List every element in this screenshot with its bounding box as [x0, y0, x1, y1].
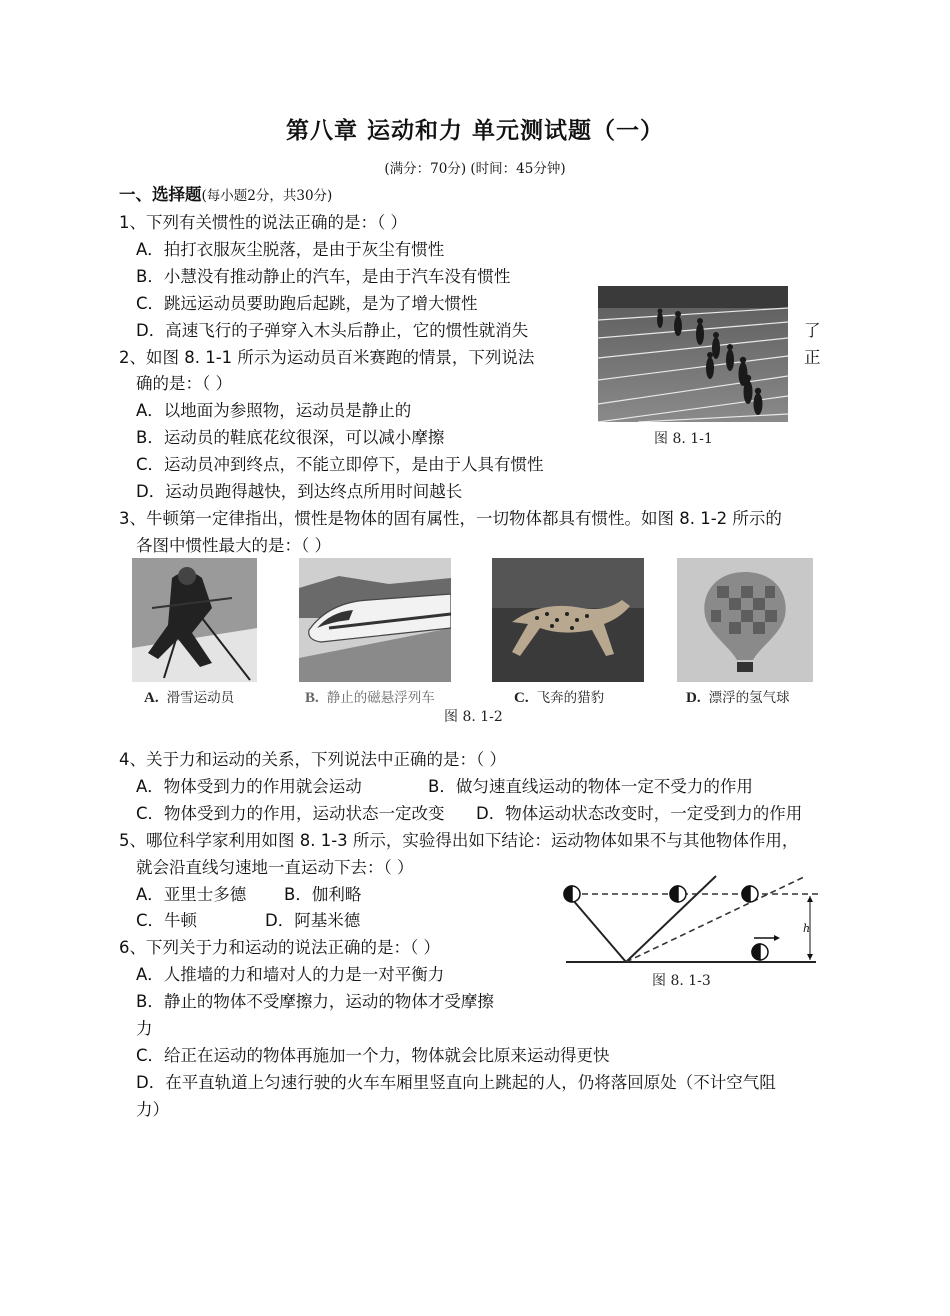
- q5-stem-line2: 就会沿直线匀速地一直运动下去：（ ）: [136, 858, 414, 877]
- q1-option-d-tail: 了: [804, 321, 821, 340]
- option-a-label: [144, 686, 234, 707]
- q6-option-b-cont: 力: [136, 1019, 153, 1038]
- option-a-text: 滑雪运动员: [166, 690, 235, 706]
- q1-stem: 1、下列有关惯性的说法正确的是：（ ）: [119, 213, 407, 232]
- q5-stem: 5、哪位科学家利用如图 8. 1-3 所示，实验得出如下结论：运动物体如果不与其他物体作用，: [119, 831, 799, 850]
- q6-option-d: D．在平直轨道上匀速行驶的火车车厢里竖直向上跳起的人，仍将落回原处（不计空气阻: [136, 1073, 776, 1092]
- option-b-label: [305, 686, 435, 707]
- cheetah-photo: [492, 558, 644, 682]
- option-c-letter: C.: [514, 690, 529, 706]
- q1-option-c: C．跳远运动员要助跑后起跳，是为了增大惯性: [136, 294, 478, 313]
- maglev-photo: [299, 558, 451, 682]
- q3-stem: 3、牛顿第一定律指出，惯性是物体的固有属性，一切物体都具有惯性。如图 8. 1-2 所示的: [119, 509, 782, 528]
- section-title: 一、选择题: [119, 185, 202, 204]
- section-heading: [119, 184, 332, 207]
- q5-option-c: C．牛顿: [136, 911, 198, 930]
- q1-option-d: D．高速飞行的子弹穿入木头后静止，它的惯性就消失: [136, 321, 529, 340]
- option-b-letter: B.: [305, 690, 319, 706]
- figure-8-1-2-caption: 图 8. 1-2: [444, 709, 503, 725]
- option-c-text: 飞奔的猎豹: [536, 690, 605, 706]
- option-a-letter: A.: [144, 690, 159, 706]
- option-d-label: [686, 686, 790, 707]
- option-b-text: 静止的磁悬浮列车: [326, 690, 435, 706]
- q6-option-c: C．给正在运动的物体再施加一个力，物体就会比原来运动得更快: [136, 1046, 610, 1065]
- q2-option-a: A．以地面为参照物，运动员是静止的: [136, 401, 412, 420]
- q4-option-c: C．物体受到力的作用，运动状态一定改变: [136, 804, 445, 823]
- skier-photo: [132, 558, 257, 682]
- q2-stem-line2: 确的是：（ ）: [136, 374, 232, 393]
- q6-option-a: A．人推墙的力和墙对人的力是一对平衡力: [136, 965, 445, 984]
- q5-option-b: B．伽利略: [284, 885, 362, 904]
- inclined-plane-diagram: [548, 872, 828, 968]
- q2-option-b: B．运动员的鞋底花纹很深，可以减小摩擦: [136, 428, 445, 447]
- q1-option-b: B．小慧没有推动静止的汽车，是由于汽车没有惯性: [136, 267, 511, 286]
- figure-8-1-1-caption: 图 8. 1-1: [654, 431, 713, 447]
- page-title: 第八章 运动和力 单元测试题（一）: [285, 117, 664, 144]
- q2-stem-tail: 正: [804, 348, 821, 367]
- q3-stem-line2: 各图中惯性最大的是：（ ）: [136, 536, 331, 555]
- q5-option-d: D．阿基米德: [265, 911, 361, 930]
- q2-stem: 2、如图 8. 1-1 所示为运动员百米赛跑的情景，下列说法: [119, 348, 535, 367]
- height-label: h: [803, 922, 811, 935]
- balloon-photo: [677, 558, 813, 682]
- sprint-photo: [598, 286, 788, 422]
- q6-option-b: B．静止的物体不受摩擦力，运动的物体才受摩擦: [136, 992, 494, 1011]
- q6-stem: 6、下列关于力和运动的说法正确的是：（ ）: [119, 938, 440, 957]
- q2-option-c: C．运动员冲到终点，不能立即停下，是由于人具有惯性: [136, 455, 544, 474]
- q5-option-a: A．亚里士多德: [136, 885, 247, 904]
- q4-stem: 4、关于力和运动的关系，下列说法中正确的是：（ ）: [119, 750, 506, 769]
- option-c-label: [514, 686, 604, 707]
- q2-option-d: D．运动员跑得越快，到达终点所用时间越长: [136, 482, 463, 501]
- q4-option-b: B．做匀速直线运动的物体一定不受力的作用: [428, 777, 753, 796]
- q6-option-d-cont: 力）: [136, 1100, 169, 1119]
- figure-8-1-3-caption: 图 8. 1-3: [652, 973, 711, 989]
- section-note: (每小题2分，共30分): [201, 188, 333, 204]
- option-d-text: 漂浮的氢气球: [708, 690, 790, 706]
- q4-option-a: A．物体受到力的作用就会运动: [136, 777, 362, 796]
- exam-info: (满分：70分) (时间：45分钟): [384, 161, 566, 177]
- q1-option-a: A．拍打衣服灰尘脱落，是由于灰尘有惯性: [136, 240, 445, 259]
- option-d-letter: D.: [686, 690, 701, 706]
- q4-option-d: D．物体运动状态改变时，一定受到力的作用: [476, 804, 803, 823]
